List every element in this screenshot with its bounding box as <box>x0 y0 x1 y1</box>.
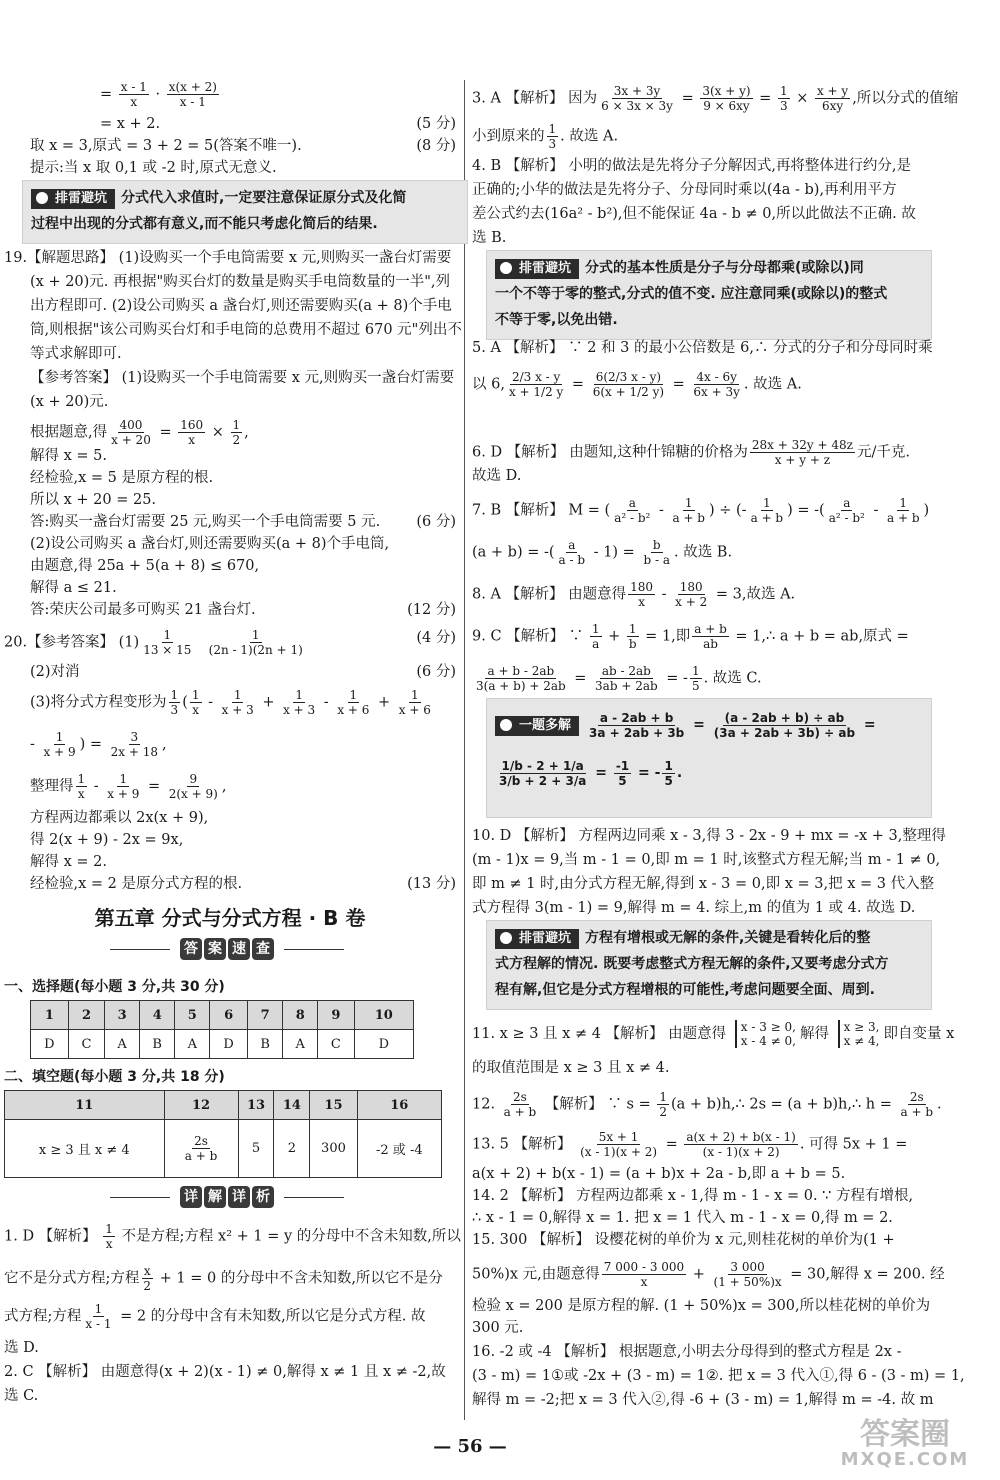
tip-tag: 一题多解 <box>495 716 579 736</box>
answer-cell: A <box>105 1030 140 1059</box>
tip-box: 一题多解 $\frac{a - 2ab + b}{3a + 2ab + 3b}$ = $\frac{(a - 2ab + b) \div ab}{(3a + 2ab + 3b) \div ab}$ = $\frac{1/b - 2 + 1/a}{3/b + 2 + 3/a}$ = $\frac{-1}{5}$ = - $\frac{1}{5}$ . <box>486 698 932 818</box>
tip-tag: 排雷避坑 <box>31 189 115 209</box>
banner-char: 解 <box>204 1186 226 1208</box>
watermark-logo <box>820 1417 990 1472</box>
r10-line: 10. D 【解析】 方程两边同乘 x - 3,得 3 - 2x - 9 + mx = -x + 3,整理得 <box>472 828 946 844</box>
watermark-text: 答案圈 <box>860 1417 950 1452</box>
q19-line: 等式求解即可. <box>30 346 122 362</box>
detail-banner <box>110 1186 344 1208</box>
r6-line: 故选 D. <box>472 468 522 484</box>
table-header-cell: 12 <box>164 1091 238 1120</box>
q19-line: 19.【解题思路】 (1)设购买一个手电筒需要 x 元,则购买一盏台灯需要 <box>4 250 452 266</box>
r13-line: 13. 5 【解析】 $\frac{5x + 1}{(x - 1)(x + 2)}$ = $\frac{a(x + 2) + b(x - 1)}{(x - 1)(x + 2)}$ . 可得 5x + 1 = <box>472 1130 908 1159</box>
column-divider <box>464 80 465 1420</box>
answer-cell: B <box>248 1030 283 1059</box>
q20-line: 方程两边都乘以 2x(x + 9), <box>30 810 209 826</box>
r7-line: (a + b) = -( $\frac{a}{a - b}$ - 1) = $\frac{b}{b - a}$ . 故选 B. <box>472 538 733 567</box>
q20-line: (2)对消 (6 分) <box>30 664 456 680</box>
answer-cell: 5 <box>238 1120 274 1178</box>
q19-line: 出方程即可. (2)设公司购买 a 盏台灯,则还需要购买(a + 8)个手电 <box>30 298 452 314</box>
r10-line: 式方程得 3(m - 1) = 9,解得 m = 4. 综上,m 的值为 1 或 4. 故选 D. <box>472 900 916 916</box>
q19-line: 筒,则根据"该公司购买台灯和手电筒的总费用不超过 670 元"列出不 <box>30 322 462 338</box>
page-number: — 56 — <box>433 1436 507 1457</box>
r4-line: 4. B 【解析】 小明的做法是先将分子分解因式,再将整体进行约分,是 <box>472 158 912 174</box>
q20-line: 解得 x = 2. <box>30 854 107 870</box>
r9-line: 9. C 【解析】 ∵ $\frac{1}{a}$ + $\frac{1}{b}$ = 1,即 $\frac{a + b}{ab}$ = 1,∴ a + b = ab,原式 = <box>472 622 909 651</box>
answer-cell: C <box>68 1030 104 1059</box>
tip-tag: 排雷避坑 <box>495 259 579 279</box>
table-header-cell: 14 <box>274 1091 310 1120</box>
table-header-cell: 3 <box>105 1001 140 1030</box>
tip-tag: 排雷避坑 <box>495 929 579 949</box>
banner-char: 析 <box>252 1186 274 1208</box>
q20-eq-line: (3)将分式方程变形为 $\frac{1}{3}$ ( $\frac{1}{x}$ - $\frac{1}{x + 3}$ + $\frac{1}{x + 3}$ - $\frac{1}{x + 6}$ + $\frac{1}{x + 6}$ <box>30 688 431 717</box>
q19-line: 由题意,得 25a + 5(a + 8) ≤ 670, <box>30 558 260 574</box>
table-header-cell: 15 <box>310 1091 357 1120</box>
q19-line: (x + 20)元. 再根据"购买台灯的数量是购买手电筒数量的一半",列 <box>30 274 450 290</box>
r4-line: 正确的;小华的做法是先将分子、分母同时乘以(4a - b),再利用平方 <box>472 182 897 198</box>
r5-line: 以 6, $\frac{2/3 x - y}{x + 1/2 y}$ = $\frac{6(2/3 x - y)}{6(x + 1/2 y)}$ = $\frac{4x - 6y}{6x + 3y}$ . 故选 A. <box>472 370 802 399</box>
r9-line: $\frac{a + b - 2ab}{3(a + b) + 2ab}$ = $\frac{ab - 2ab}{3ab + 2ab}$ = - $\frac{1}{5}$ . 故选 C. <box>476 664 762 693</box>
d2-line: 2. C 【解析】 由题意得(x + 2)(x - 1) ≠ 0,解得 x ≠ 1 且 x ≠ -2,故 <box>4 1364 446 1380</box>
r14-line: 14. 2 【解析】 方程两边都乘 x - 1,得 m - 1 - x = 0. ∵ 方程有增根, <box>472 1188 914 1204</box>
q19-line: (2)设公司购买 a 盏台灯,则还需要购买(a + 8)个手电筒, <box>30 536 390 552</box>
q19-line: 解得 x = 5. <box>30 448 107 464</box>
answer-cell: D <box>354 1030 413 1059</box>
r12-line: 12. $\frac{2s}{a + b}$ 【解析】 ∵ s = $\frac{1}{2}$ (a + b)h,∴ 2s = (a + b)h,∴ h = $\frac{2s}{a + b}$ . <box>472 1090 942 1119</box>
table-header-cell: 9 <box>318 1001 354 1030</box>
q19-eq-line: 根据题意,得 $\frac{400}{x + 20}$ = $\frac{160}{x}$ × $\frac{1}{2}$ , <box>30 418 249 447</box>
r3-line: 小到原来的 $\frac{1}{3}$ . 故选 A. <box>472 122 619 151</box>
banner-char: 详 <box>180 1186 202 1208</box>
tip-box: 排雷避坑 方程有增根或无解的条件,关键是看转化后的整 式方程解的情况. 既要考虑整式方程无解的条件,又要考虑分式方 程有解,但它是分式方程增根的可能性,考虑问题要全面、周到. <box>486 920 932 1010</box>
watermark-url: MXQE.COM <box>840 1449 970 1470</box>
r16-line: (3 - m) = 1①或 -2x + (3 - m) = 1②. 把 x = 3 代入①,得 6 - (3 - m) = 1, <box>472 1368 965 1384</box>
q19-line: (x + 20)元. <box>30 394 109 410</box>
eq-line: = $\frac{x - 1}{x}$ · $\frac{x(x + 2)}{x - 1}$ <box>100 80 217 109</box>
answer-cell: D <box>31 1030 69 1059</box>
q19-line: 经检验,x = 5 是原方程的根. <box>30 470 214 486</box>
tip-box: 排雷避坑 分式的基本性质是分子与分母都乘(或除以)同 一个不等于零的整式,分式的值不变. 应注意同乘(或除以)的整式 不等于零,以免出错. <box>486 250 932 340</box>
answer-cell: B <box>140 1030 175 1059</box>
banner-char: 答 <box>180 938 202 960</box>
q20-eq-line: 整理得 $\frac{1}{x}$ - $\frac{1}{x + 9}$ = $\frac{9}{2(x + 9)}$ , <box>30 772 227 801</box>
chapter-title: 第五章 分式与分式方程 · B 卷 <box>94 906 366 930</box>
r8-line: 8. A 【解析】 由题意得 $\frac{180}{x}$ - $\frac{180}{x + 2}$ = 3,故选 A. <box>472 580 796 609</box>
q19-line: 所以 x + 20 = 25. <box>30 492 157 508</box>
section-heading: 一、选择题(每小题 3 分,共 30 分) <box>4 979 225 995</box>
text-line: 提示:当 x 取 0,1 或 -2 时,原式无意义. <box>30 160 277 176</box>
q19-line: 答:荣庆公司最多可购买 21 盏台灯. (12 分) <box>30 602 456 618</box>
r3-line: 3. A 【解析】 因为 $\frac{3x + 3y}{6 \times 3x \times 3y}$ = $\frac{3(x + y)}{9 \times 6xy}$ = $\frac{1}{3}$ × $\frac{x + y}{6xy}$ ,所以分式的值缩 <box>472 84 959 113</box>
tip-box: 排雷避坑 分式代入求值时,一定要注意保证原分式及化简 过程中出现的分式都有意义,而不能只考虑化简后的结果. <box>22 180 468 244</box>
r7-line: 7. B 【解析】 M = ( $\frac{a}{\text{a² - b²}}$ - $\frac{1}{a + b}$ ) ÷ (- $\frac{1}{a + b}$ ) = -( $\frac{a}{\text{a² - b²}}$ - $\frac{1}{a + b}$ ) <box>472 496 930 525</box>
r10-line: 即 m ≠ 1 时,由分式方程无解,得到 x - 3 = 0,即 x = 3,把 x = 3 代入整 <box>472 876 935 892</box>
table-header-cell: 13 <box>238 1091 274 1120</box>
q19-line: 解得 a ≤ 21. <box>30 580 117 596</box>
r13-line: a(x + 2) + b(x - 1) = (a + b)x + 2a - b,即 a + b = 5. <box>472 1166 846 1182</box>
section-heading: 二、填空题(每小题 3 分,共 18 分) <box>4 1069 225 1085</box>
r16-line: 解得 m = -2;把 x = 3 代入②,得 -6 + (3 - m) = 1,解得 m = -4. 故 m <box>472 1392 934 1408</box>
r11-line: 的取值范围是 x ≥ 3 且 x ≠ 4. <box>472 1060 670 1076</box>
d2-line: 选 C. <box>4 1388 39 1404</box>
r14-line: ∴ x - 1 = 0,解得 x = 1. 把 x = 1 代入 m - 1 - x = 0,得 m = 2. <box>472 1210 893 1226</box>
fill-answer-table <box>4 1090 442 1178</box>
answer-banner <box>110 938 344 960</box>
q20-eq-line: - $\frac{1}{x + 9}$ ) = $\frac{3}{2x + 18}$ , <box>30 730 167 759</box>
banner-char: 查 <box>252 938 274 960</box>
r16-line: 16. -2 或 -4 【解析】 根据题意,小明去分母得到的整式方程是 2x - <box>472 1344 902 1360</box>
table-header-cell: 7 <box>248 1001 283 1030</box>
banner-char: 详 <box>228 1186 250 1208</box>
choice-answer-table <box>30 1000 414 1059</box>
table-header-cell: 2 <box>68 1001 104 1030</box>
r11-line: 11. x ≥ 3 且 x ≠ 4 【解析】 由题意得 x - 3 ≥ 0, x - 4 ≠ 0, 解得 x ≥ 3, x ≠ 4, 即自变量 x <box>472 1020 955 1048</box>
table-header-cell: 5 <box>175 1001 210 1030</box>
q20-line: 20.【参考答案】 (1) $\frac{1}{13 \times 15}$ $\frac{1}{(2n - 1)(2n + 1)}$ (4 分) <box>4 628 456 657</box>
answer-cell: A <box>283 1030 318 1059</box>
table-header-cell: 8 <box>283 1001 318 1030</box>
answer-cell: D <box>210 1030 248 1059</box>
d1-line: 选 D. <box>4 1340 39 1356</box>
r15-line: 检验 x = 200 是原方程的解. (1 + 50%)x = 300,所以桂花树的单价为 <box>472 1298 931 1314</box>
answer-cell: -2 或 -4 <box>357 1120 441 1178</box>
answer-cell: 2 <box>274 1120 310 1178</box>
table-header-cell: 6 <box>210 1001 248 1030</box>
text-line: 取 x = 3,原式 = 3 + 2 = 5(答案不唯一). (8 分) <box>30 138 456 154</box>
answer-cell: C <box>318 1030 354 1059</box>
r15-line: 50%)x 元,由题意得 $\frac{7 000 - 3 000}{x}$ + $\frac{3 000}{(1 + 50\%)x}$ = 30,解得 x = 200. 经 <box>472 1260 945 1289</box>
banner-char: 速 <box>228 938 250 960</box>
r15-line: 15. 300 【解析】 设樱花树的单价为 x 元,则桂花树的单价为(1 + <box>472 1232 895 1248</box>
table-header-cell: 1 <box>31 1001 69 1030</box>
r4-line: 选 B. <box>472 230 507 246</box>
d1-line: 式方程;方程 $\frac{1}{x - 1}$ = 2 的分母中含有未知数,所以它是分式方程. 故 <box>4 1302 426 1331</box>
r4-line: 差公式约去(16a² - b²),但不能保证 4a - b ≠ 0,所以此做法不正确. 故 <box>472 206 916 222</box>
r15-line: 300 元. <box>472 1320 524 1336</box>
answer-cell: 300 <box>310 1120 357 1178</box>
answer-cell: x ≥ 3 且 x ≠ 4 <box>5 1120 165 1178</box>
r5-line: 5. A 【解析】 ∵ 2 和 3 的最小公倍数是 6,∴ 分式的分子和分母同时乘 <box>472 340 933 356</box>
q19-line: 答:购买一盏台灯需要 25 元,购买一个手电筒需要 5 元. (6 分) <box>30 514 456 530</box>
q20-line: 得 2(x + 9) - 2x = 9x, <box>30 832 184 848</box>
eq-line: = x + 2. (5 分) <box>100 116 456 132</box>
r10-line: (m - 1)x = 9,当 m - 1 = 0,即 m = 1 时,该整式方程无解;当 m - 1 ≠ 0, <box>472 852 941 868</box>
table-header-cell: 10 <box>354 1001 413 1030</box>
banner-char: 案 <box>204 938 226 960</box>
answer-cell: $\frac{2s}{a + b}$ <box>164 1120 238 1178</box>
table-header-cell: 16 <box>357 1091 441 1120</box>
answer-cell: A <box>175 1030 210 1059</box>
table-header-cell: 11 <box>5 1091 165 1120</box>
q20-line: 经检验,x = 2 是原分式方程的根. (13 分) <box>30 876 456 892</box>
d1-line: 1. D 【解析】 $\frac{1}{x}$ 不是方程;方程 x² + 1 = y 的分母中不含未知数,所以 <box>4 1222 461 1251</box>
table-header-cell: 4 <box>140 1001 175 1030</box>
r6-line: 6. D 【解析】 由题知,这种什锦糖的价格为 $\frac{28x + 32y + 48z}{x + y + z}$ 元/千克. <box>472 438 910 467</box>
q19-line: 【参考答案】 (1)设购买一个手电筒需要 x 元,则购买一盏台灯需要 <box>30 370 455 386</box>
d1-line: 它不是分式方程;方程 $\frac{x}{2}$ + 1 = 0 的分母中不含未知数,所以它不是分 <box>4 1264 443 1293</box>
